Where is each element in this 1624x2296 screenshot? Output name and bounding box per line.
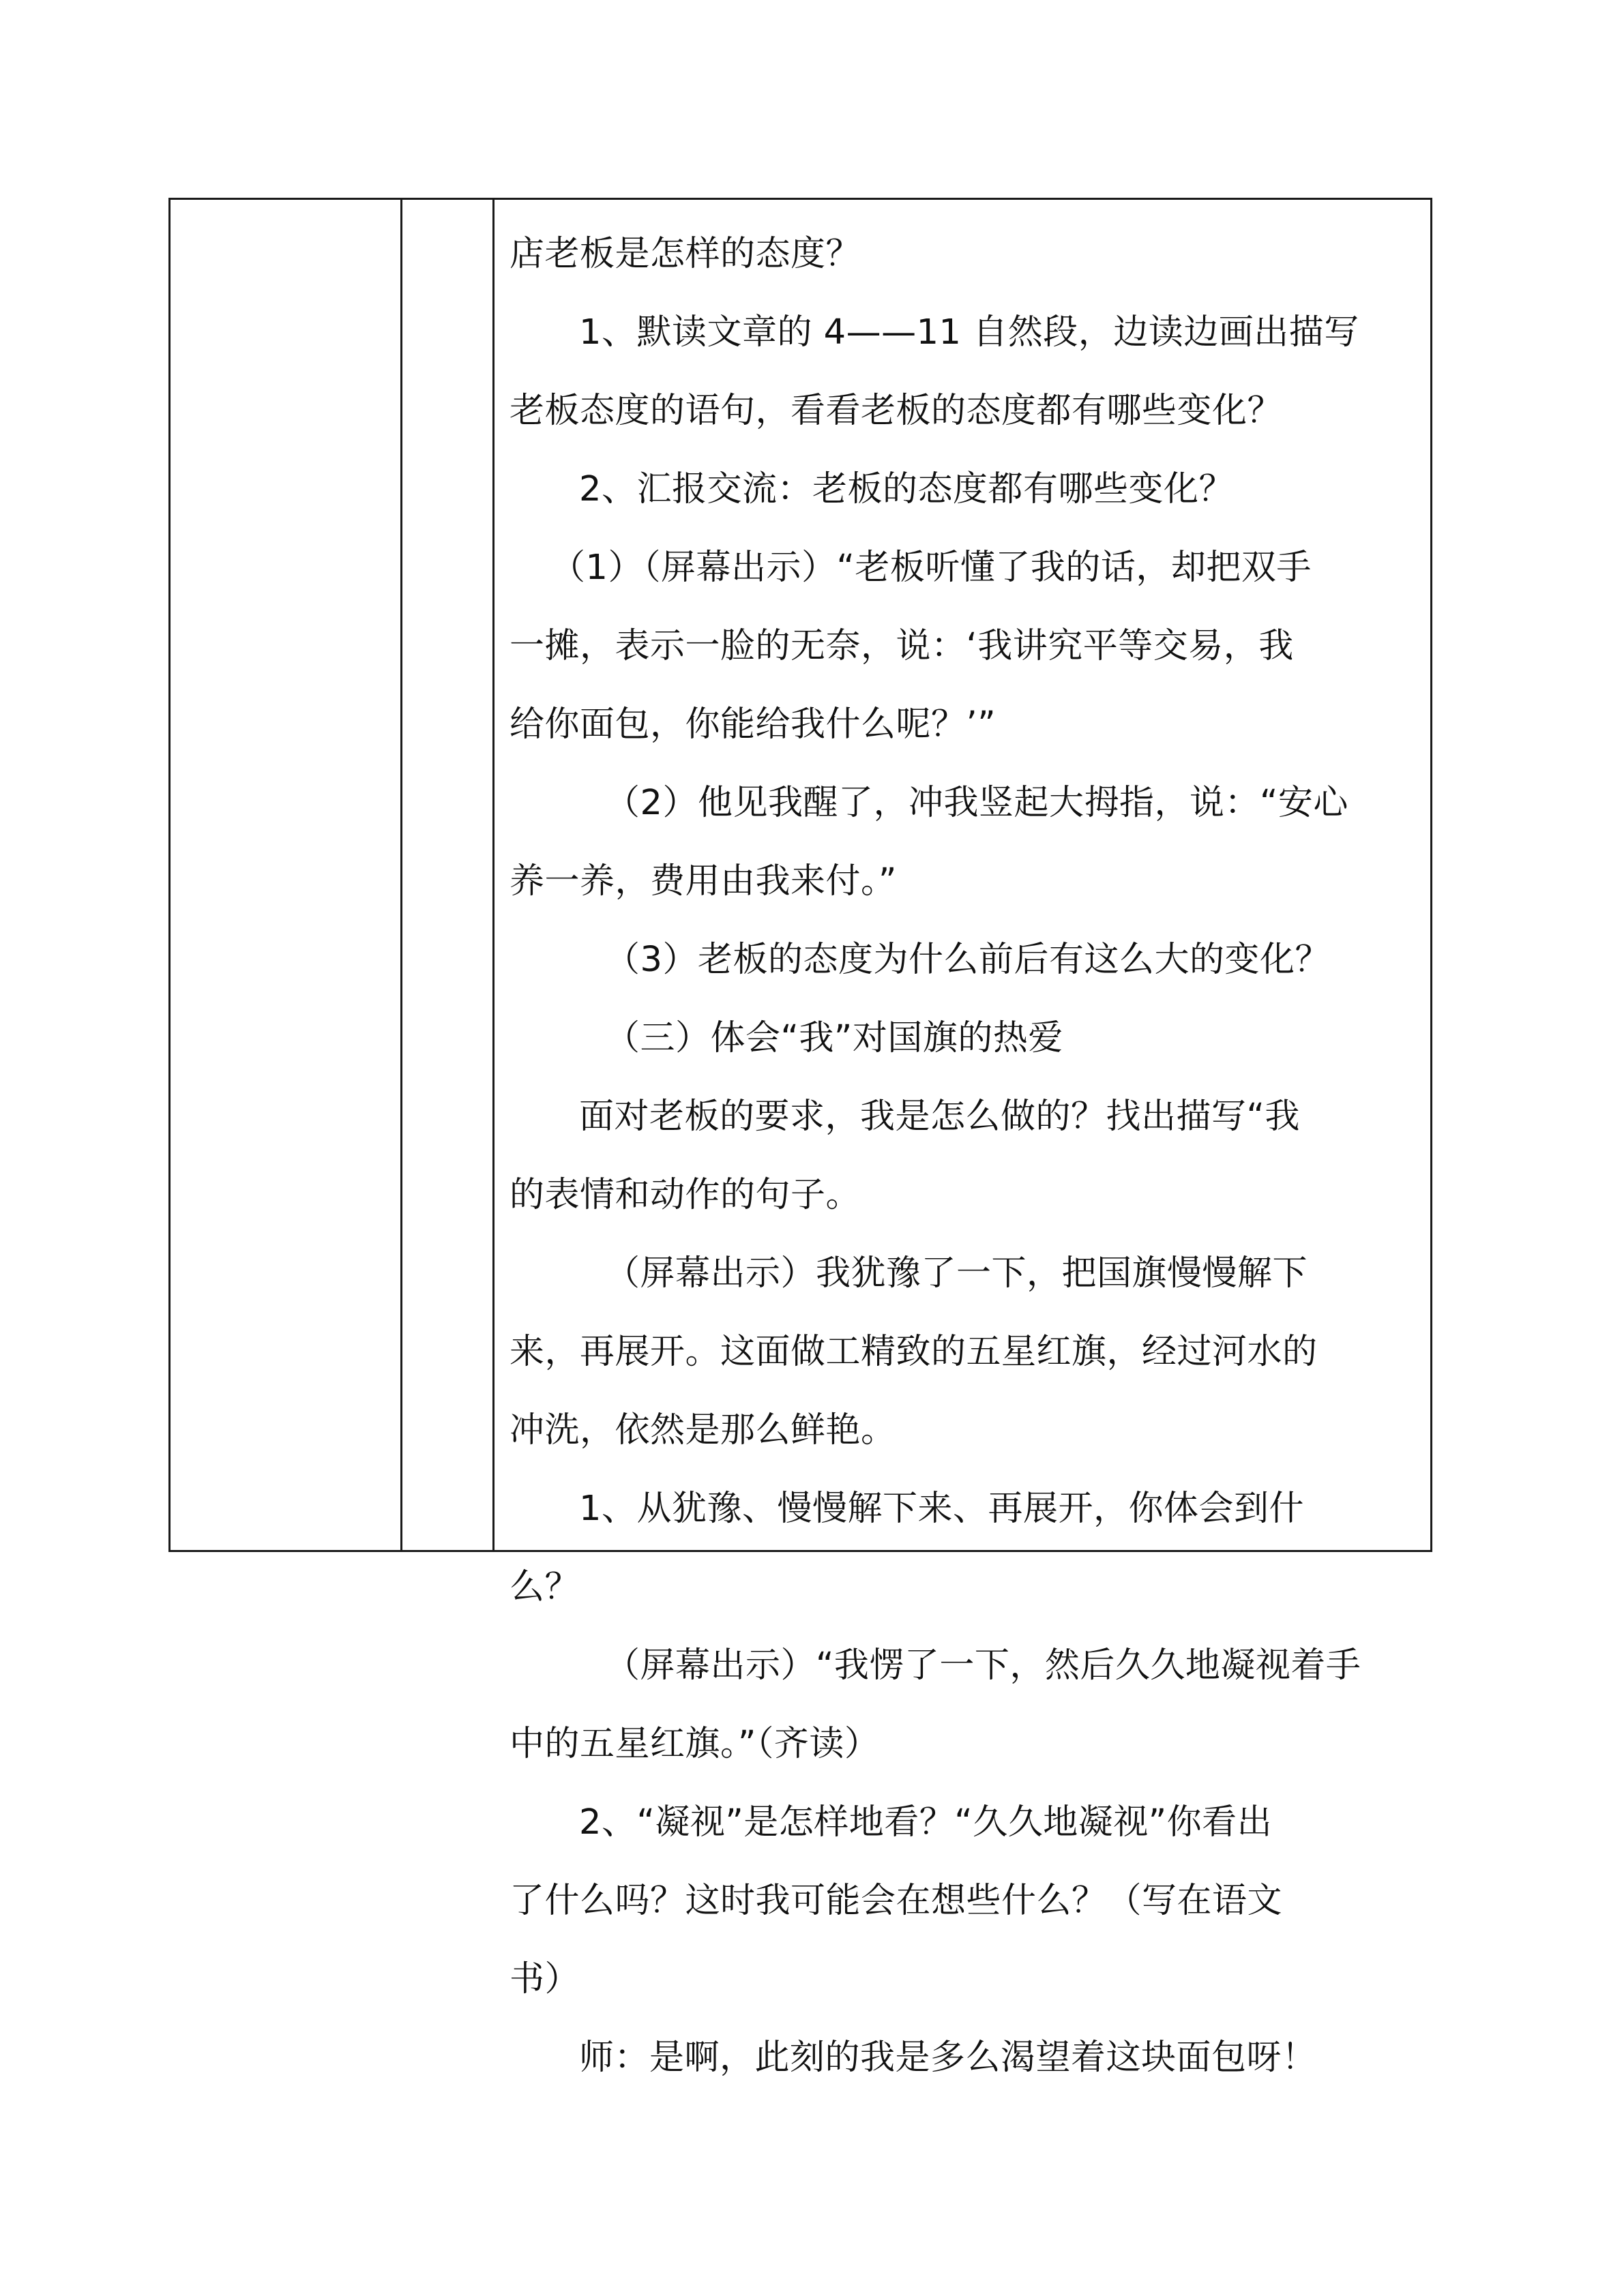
text-line: 店老板是怎样的态度？ — [510, 234, 861, 274]
table-column-empty-1 — [171, 200, 402, 1550]
text-line: （1）（屏幕出示）“老板听懂了我的话，却把双手 — [550, 548, 1312, 588]
text-line: 中的五星红旗。”（齐读） — [510, 1724, 880, 1764]
text-line: 养一养，费用由我来付。” — [510, 861, 897, 901]
text-line: 了什么吗？这时我可能会在想些什么？（写在语文 — [510, 1881, 1283, 1921]
text-line: （3）老板的态度为什么前后有这么大的变化？ — [605, 940, 1330, 980]
text-line: 的表情和动作的句子。 — [510, 1175, 861, 1215]
text-line: 1、默读文章的 4——11 自然段，边读边画出描写 — [579, 312, 1359, 353]
text-line: 来，再展开。这面做工精致的五星红旗，经过河水的 — [510, 1332, 1318, 1372]
text-line: 1、从犹豫、慢慢解下来、再展开，你体会到什 — [579, 1489, 1304, 1529]
text-line: 2、汇报交流：老板的态度都有哪些变化？ — [579, 469, 1234, 509]
text-line: 一摊，表示一脸的无奈，说：‘我讲究平等交易，我 — [510, 626, 1294, 666]
text-line: （屏幕出示）“我愣了一下，然后久久地凝视着手 — [605, 1645, 1361, 1686]
text-line: （三）体会“我”对国旗的热爱 — [605, 1018, 1063, 1058]
text-line: 给你面包，你能给我什么呢？’” — [510, 704, 996, 745]
text-line: 书） — [510, 1959, 580, 1999]
text-line: （屏幕出示）我犹豫了一下，把国旗慢慢解下 — [605, 1253, 1308, 1294]
text-line: 师：是啊，此刻的我是多么渴望着这块面包呀！ — [579, 2038, 1317, 2078]
text-line: 2、“凝视”是怎样地看？“久久地凝视”你看出 — [579, 1802, 1273, 1843]
text-line: 冲洗，依然是那么鲜艳。 — [510, 1410, 896, 1450]
table-column-empty-2 — [402, 200, 494, 1550]
text-line: 老板态度的语句，看看老板的态度都有哪些变化？ — [510, 391, 1283, 431]
lesson-plan-table — [168, 198, 1432, 2078]
text-line: （2）他见我醒了，冲我竖起大拇指，说：“安心 — [605, 783, 1348, 823]
text-line: 面对老板的要求，我是怎么做的？找出描写“我 — [579, 1097, 1300, 1137]
lesson-content-cell — [494, 200, 1430, 2078]
text-line: 么？ — [510, 1567, 580, 1607]
